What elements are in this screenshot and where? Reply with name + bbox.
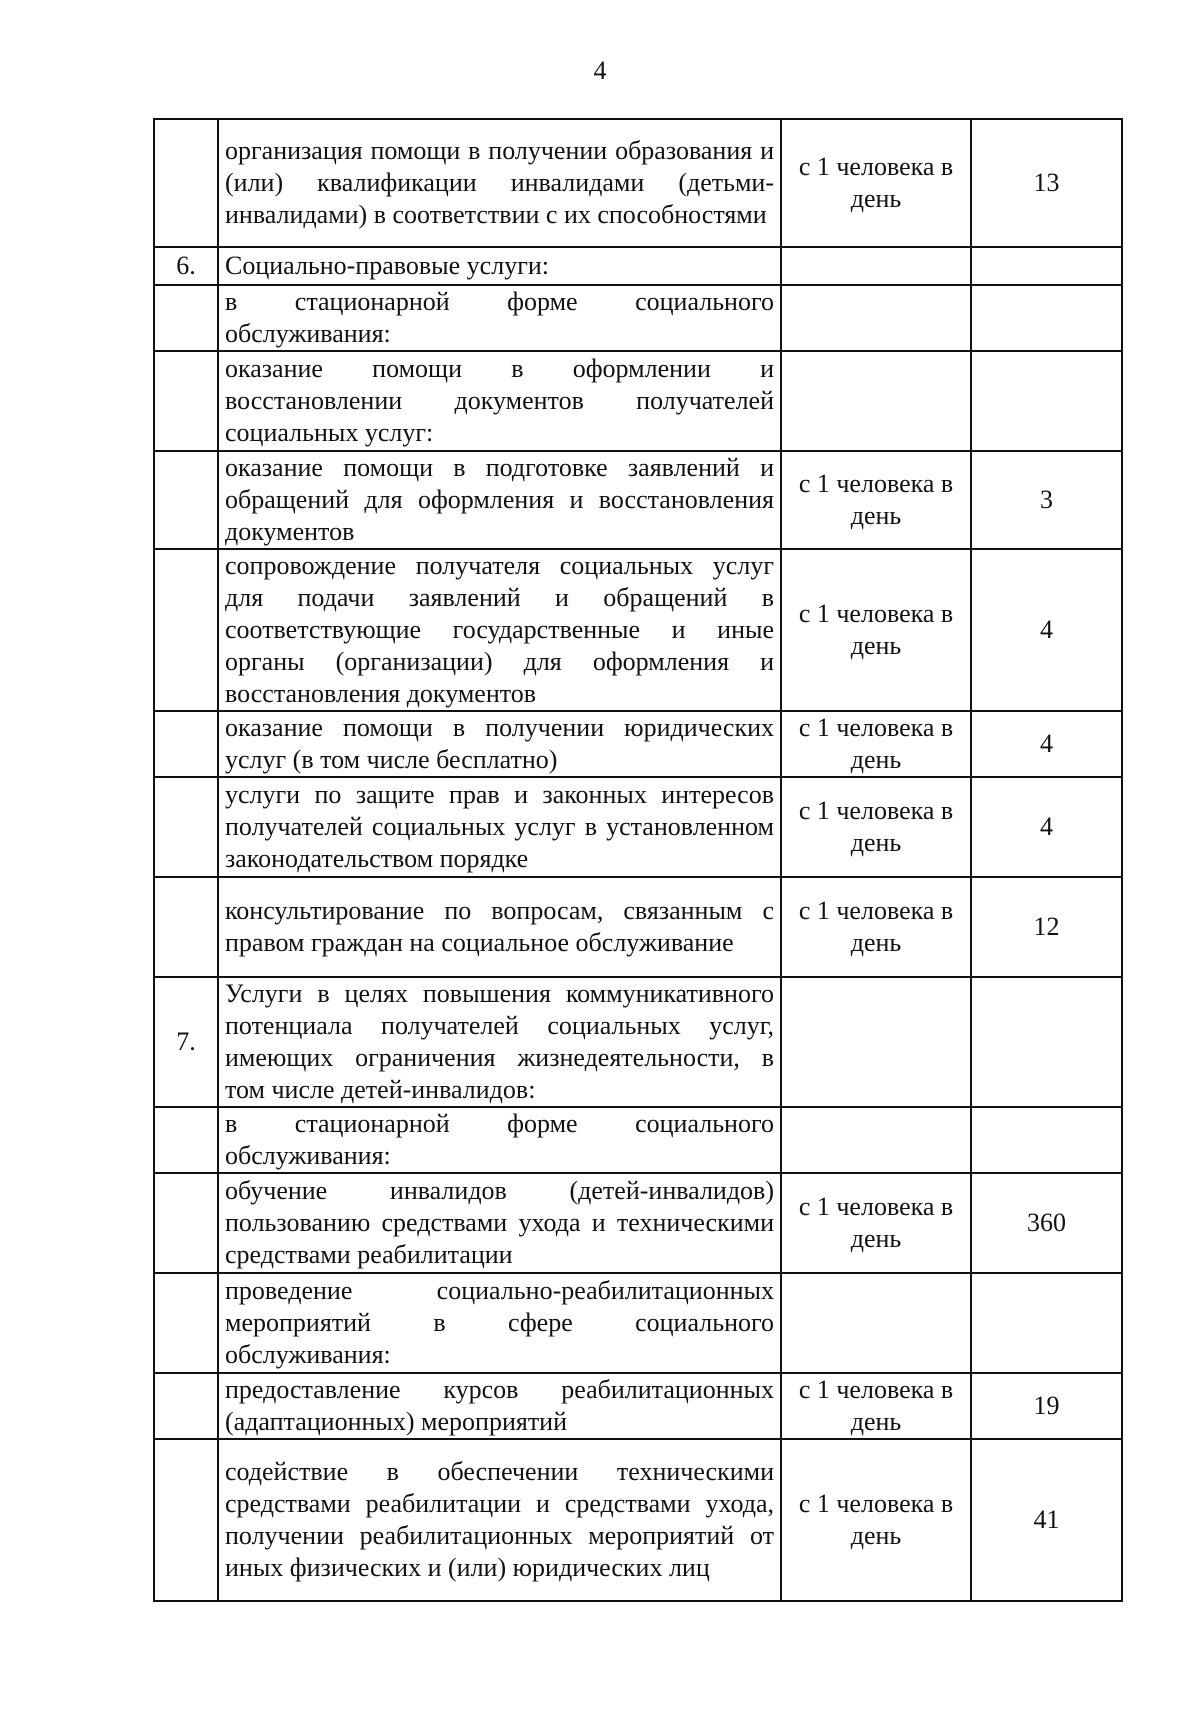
service-value: 3 xyxy=(971,451,1122,549)
rate-unit xyxy=(781,351,971,451)
service-value: 4 xyxy=(971,549,1122,711)
row-number xyxy=(154,1107,218,1173)
service-value: 360 xyxy=(971,1173,1122,1273)
service-description: в стационарной форме социального обслуживания: xyxy=(218,285,781,351)
row-number: 6. xyxy=(154,247,218,285)
rate-unit: с 1 человека в день xyxy=(781,1173,971,1273)
rate-unit: с 1 человека в день xyxy=(781,549,971,711)
table-row xyxy=(154,351,1122,451)
table-row xyxy=(154,549,1122,711)
table-row xyxy=(154,451,1122,549)
row-number xyxy=(154,1373,218,1439)
table-row xyxy=(154,285,1122,351)
table-row xyxy=(154,1273,1122,1373)
service-description: обучение инвалидов (детей-инвалидов) пользованию средствами ухода и техническими средствами реабилитации xyxy=(218,1173,781,1273)
service-value: 4 xyxy=(971,711,1122,777)
section-heading: Социально-правовые услуги: xyxy=(218,247,781,285)
service-description: предоставление курсов реабилитационных (адаптационных) мероприятий xyxy=(218,1373,781,1439)
row-number xyxy=(154,777,218,877)
service-value: 19 xyxy=(971,1373,1122,1439)
service-value: 12 xyxy=(971,877,1122,977)
rate-unit: с 1 человека в день xyxy=(781,451,971,549)
row-number xyxy=(154,451,218,549)
row-number xyxy=(154,549,218,711)
service-description: сопровождение получателя социальных услуг для подачи заявлений и обращений в соответствующие государственные и иные органы (организации) для оформления и восстановления документов xyxy=(218,549,781,711)
row-number xyxy=(154,1173,218,1273)
rate-unit: с 1 человека в день xyxy=(781,711,971,777)
service-value xyxy=(971,247,1122,285)
service-value xyxy=(971,285,1122,351)
table-row xyxy=(154,977,1122,1107)
service-description: организация помощи в получении образования и (или) квалификации инвалидами (детьми-инвалидами) в соответствии с их способностями xyxy=(218,119,781,247)
table-row xyxy=(154,119,1122,247)
service-value xyxy=(971,1107,1122,1173)
service-description: оказание помощи в подготовке заявлений и обращений для оформления и восстановления документов xyxy=(218,451,781,549)
service-value: 4 xyxy=(971,777,1122,877)
row-number: 7. xyxy=(154,977,218,1107)
service-value xyxy=(971,977,1122,1107)
rate-unit xyxy=(781,977,971,1107)
rate-unit: с 1 человека в день xyxy=(781,777,971,877)
section-heading: Услуги в целях повышения коммуникативного потенциала получателей социальных услуг, имеющих ограничения жизнедеятельности, в том числе детей-инвалидов: xyxy=(218,977,781,1107)
row-number xyxy=(154,1439,218,1601)
service-description: услуги по защите прав и законных интересов получателей социальных услуг в установленном законодательством порядке xyxy=(218,777,781,877)
row-number xyxy=(154,711,218,777)
table-row xyxy=(154,1373,1122,1439)
service-description: содействие в обеспечении техническими средствами реабилитации и средствами ухода, получении реабилитационных мероприятий от иных физических и (или) юридических лиц xyxy=(218,1439,781,1601)
service-description: оказание помощи в оформлении и восстановлении документов получателей социальных услуг: xyxy=(218,351,781,451)
service-value: 13 xyxy=(971,119,1122,247)
service-value xyxy=(971,1273,1122,1373)
row-number xyxy=(154,1273,218,1373)
service-description: в стационарной форме социального обслуживания: xyxy=(218,1107,781,1173)
service-description: оказание помощи в получении юридических услуг (в том числе бесплатно) xyxy=(218,711,781,777)
table-row xyxy=(154,247,1122,285)
table-row xyxy=(154,1107,1122,1173)
service-value: 41 xyxy=(971,1439,1122,1601)
service-description: консультирование по вопросам, связанным с правом граждан на социальное обслуживание xyxy=(218,877,781,977)
rate-unit xyxy=(781,285,971,351)
services-table xyxy=(153,118,1123,1602)
rate-unit xyxy=(781,247,971,285)
rate-unit xyxy=(781,1273,971,1373)
rate-unit: с 1 человека в день xyxy=(781,1373,971,1439)
row-number xyxy=(154,351,218,451)
row-number xyxy=(154,119,218,247)
rate-unit: с 1 человека в день xyxy=(781,119,971,247)
service-value xyxy=(971,351,1122,451)
table-row xyxy=(154,1439,1122,1601)
row-number xyxy=(154,877,218,977)
table-row xyxy=(154,1173,1122,1273)
service-description: проведение социально-реабилитационных мероприятий в сфере социального обслуживания: xyxy=(218,1273,781,1373)
table-row xyxy=(154,777,1122,877)
table-row xyxy=(154,877,1122,977)
rate-unit: с 1 человека в день xyxy=(781,877,971,977)
rate-unit xyxy=(781,1107,971,1173)
table-row xyxy=(154,711,1122,777)
rate-unit: с 1 человека в день xyxy=(781,1439,971,1601)
page-number: 4 xyxy=(593,56,607,85)
row-number xyxy=(154,285,218,351)
